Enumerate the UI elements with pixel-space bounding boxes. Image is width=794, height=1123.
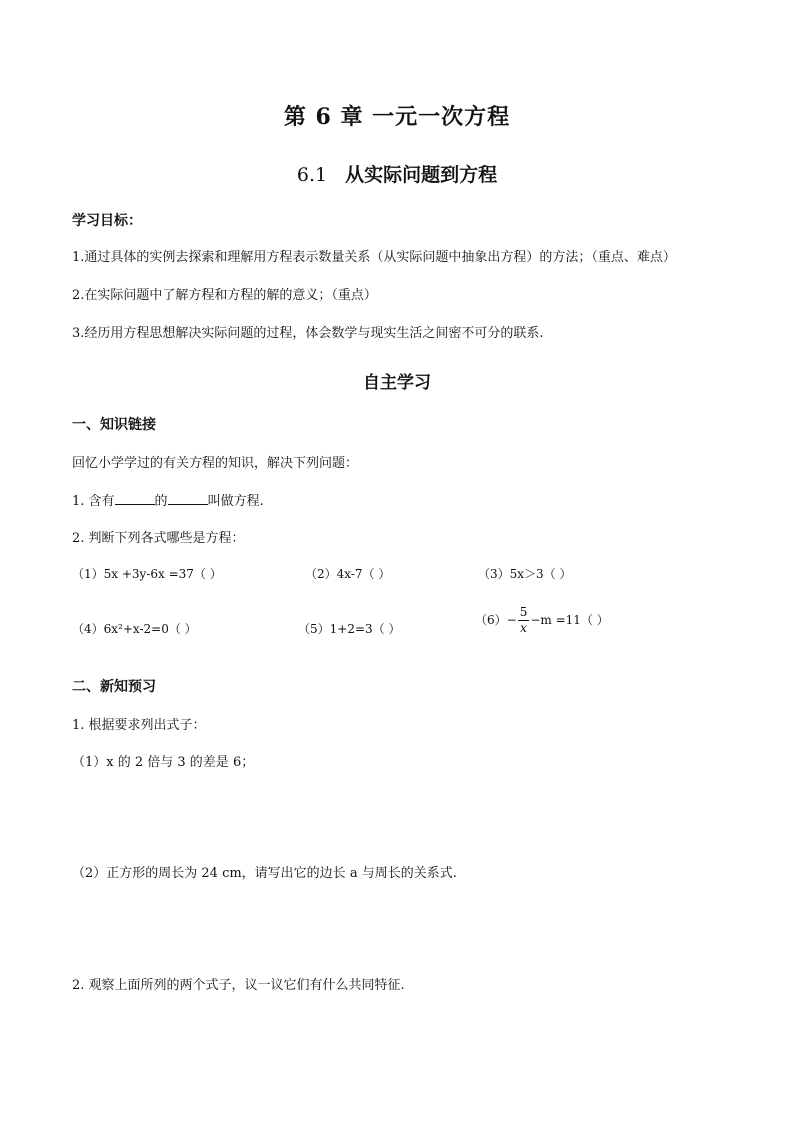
fraction-numerator: 5 xyxy=(519,605,528,619)
fill-blank-1 xyxy=(115,492,155,505)
part1-intro: 回忆小学学过的有关方程的知识，解决下列问题： xyxy=(72,456,359,471)
part1-question-2: 2. 判断下列各式哪些是方程： xyxy=(72,531,245,546)
part2-heading: 二、新知预习 xyxy=(72,679,156,695)
fraction xyxy=(518,605,530,636)
expr-item-4: （4）6x²+x-2=0（ ） xyxy=(72,622,197,636)
section-title xyxy=(0,160,794,187)
part2-question-1-1: （1）x 的 2 倍与 3 的差是 6； xyxy=(72,755,255,770)
part1-question-1 xyxy=(72,490,264,509)
chapter-title: 第 6 章 一元一次方程 xyxy=(283,104,511,130)
goal-2: 2.在实际问题中了解方程和方程的解的意义；（重点） xyxy=(72,288,377,303)
fill-blank-2 xyxy=(168,492,208,505)
q1-part-b: 的 xyxy=(154,494,168,509)
expr-item-3: （3）5x＞3（ ） xyxy=(478,567,572,581)
expr-item-6 xyxy=(475,605,609,636)
section-number: 6.1 xyxy=(296,164,328,186)
goal-3: 3.经历用方程思想解决实际问题的过程，体会数学与现实生活之间密不可分的联系. xyxy=(72,326,544,341)
section-title-text: 从实际问题到方程 xyxy=(345,164,498,186)
q1-part-c: 叫做方程. xyxy=(207,494,264,509)
expr-item-2: （2）4x-7（ ） xyxy=(305,567,391,581)
item6-suffix: −m =11（ ） xyxy=(530,613,609,627)
goal-1: 1.通过具体的实例去探索和理解用方程表示数量关系（从实际问题中抽象出方程）的方法；（重点、难点） xyxy=(72,250,676,265)
q1-part-a: 1. 含有 xyxy=(72,494,115,509)
item6-prefix: （6）− xyxy=(475,613,517,627)
part1-heading: 一、知识链接 xyxy=(72,417,156,433)
expr-item-5: （5）1+2=3（ ） xyxy=(298,622,401,636)
self-study-heading: 自主学习 xyxy=(363,373,431,393)
part2-question-1: 1. 根据要求列出式子： xyxy=(72,718,206,733)
fraction-denominator: x xyxy=(520,621,527,635)
part2-question-1-2: （2）正方形的周长为 24 cm，请写出它的边长 a 与周长的关系式. xyxy=(72,866,457,881)
part2-question-2: 2. 观察上面所列的两个式子，议一议它们有什么共同特征. xyxy=(72,978,405,993)
expr-item-1: （1）5x +3y-6x =37（ ） xyxy=(72,567,222,581)
goals-heading: 学习目标： xyxy=(72,213,142,229)
